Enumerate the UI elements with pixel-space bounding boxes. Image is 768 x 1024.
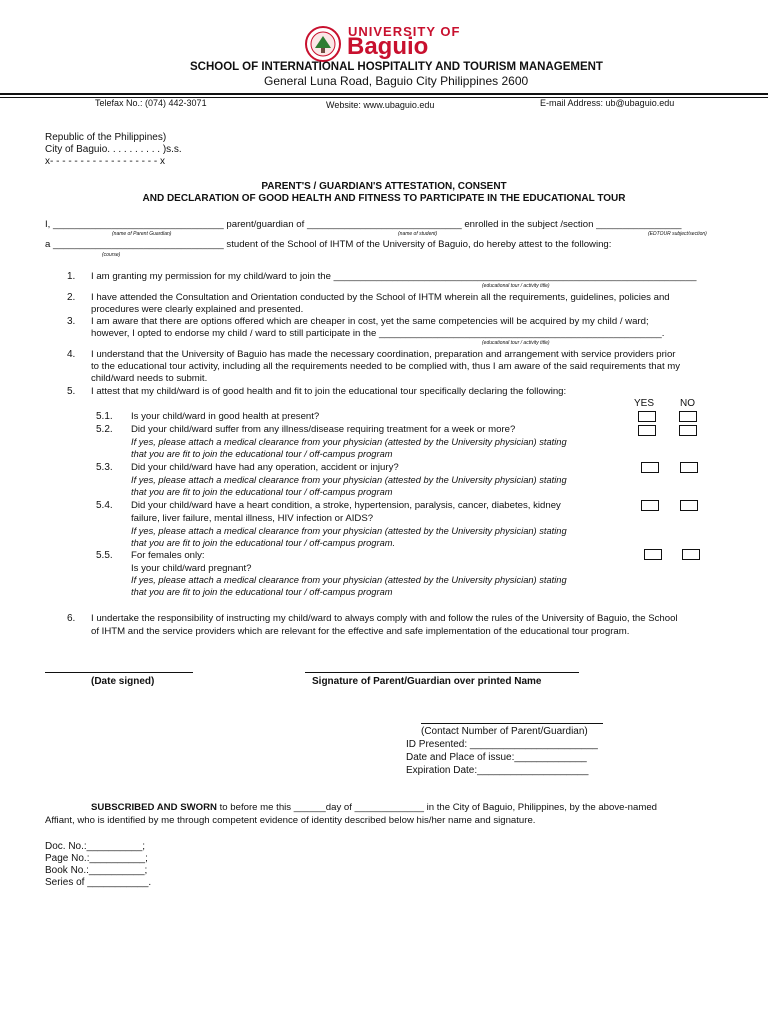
venue-line3: x- - - - - - - - - - - - - - - - - - x — [45, 156, 165, 167]
signature-label: Signature of Parent/Guardian over printed Name — [312, 676, 542, 687]
no-header: NO — [680, 398, 695, 409]
school-name: SCHOOL OF INTERNATIONAL HOSPITALITY AND TOURISM MANAGEMENT — [190, 61, 603, 73]
website: Website: www.ubaguio.edu — [326, 100, 435, 110]
subitem-note: that you are fit to join the educational tour / off-campus program — [131, 587, 393, 597]
subitem-note: that you are fit to join the educational tour / off-campus program — [131, 487, 393, 497]
intro-line2: a ________________________________ student of the School of IHTM of the University of Baguio, do hereby attest to the following: — [45, 239, 612, 250]
subitem-note: that you are fit to join the educational tour / off-campus program — [131, 449, 393, 459]
yes-checkbox-5-4[interactable] — [641, 500, 659, 511]
item-text: to the educational tour activity, including all the requirements needed to be complied with, thus I am aware of the said requirements that my — [91, 361, 681, 372]
email: E-mail Address: ub@ubaguio.edu — [540, 98, 675, 108]
sworn-bold: SUBSCRIBED AND SWORN — [91, 802, 217, 813]
no-checkbox-5-5[interactable] — [682, 549, 700, 560]
yes-checkbox-5-2[interactable] — [638, 425, 656, 436]
item-text: I attest that my child/ward is of good health and fit to join the educational tour specifically declaring the following: — [91, 386, 567, 397]
expiration-field: Expiration Date:____________________ — [406, 765, 589, 776]
item-text: child/ward needs to submit. — [91, 373, 208, 384]
school-address: General Luna Road, Baguio City Philippines 2600 — [264, 74, 529, 88]
venue-line1: Republic of the Philippines) — [45, 132, 167, 143]
page-no-field: Page No.:__________; — [45, 853, 148, 864]
caption-subject: (EDTOUR subject/section) — [648, 231, 707, 237]
yes-checkbox-5-3[interactable] — [641, 462, 659, 473]
series-field: Series of ___________. — [45, 877, 152, 888]
yes-header: YES — [634, 398, 655, 409]
item-number: 6. — [67, 613, 76, 624]
item-text: of IHTM and the service providers which are relevant for the effective and safe implementation of the educational tour program. — [91, 626, 630, 637]
item-text: I have attended the Consultation and Orientation conducted by the School of IHTM wherein all the requirements, guidelines, policies and — [91, 292, 670, 303]
caption-tour-title: (educational tour / activity title) — [482, 283, 550, 289]
id-presented-field: ID Presented: _______________________ — [406, 739, 598, 750]
subitem-number: 5.3. — [96, 462, 113, 473]
item-text: I am aware that there are options offered which are cheaper in cost, yet the same competencies will be acquired by my child / ward; — [91, 316, 649, 327]
contact-label: (Contact Number of Parent/Guardian) — [421, 726, 588, 737]
subitem-number: 5.1. — [96, 411, 113, 422]
subitem-note: If yes, please attach a medical clearance from your physician (attested by the University physician) stating — [131, 475, 567, 485]
signature-line — [305, 672, 579, 673]
no-checkbox-5-4[interactable] — [680, 500, 698, 511]
item-text: I understand that the University of Baguio has made the necessary coordination, preparation and arrangement with service providers prior — [91, 349, 676, 360]
intro-line1: I, ________________________________ parent/guardian of _____________________________ enrolled in the subject /section ________________ — [45, 219, 682, 230]
contact-line — [421, 723, 603, 724]
date-signed-label: (Date signed) — [91, 676, 155, 687]
subitem-question: Did your child/ward have a heart condition, a stroke, hypertension, paralysis, cancer, diabetes, kidney — [131, 500, 561, 511]
subitem-question: Did your child/ward suffer from any illness/disease requiring treatment for a week or more? — [131, 424, 516, 435]
subitem-question: Did your child/ward have had any operation, accident or injury? — [131, 462, 399, 473]
item-number: 3. — [67, 316, 76, 327]
yes-checkbox-5-1[interactable] — [638, 411, 656, 422]
item-text: I undertake the responsibility of instructing my child/ward to always comply with and follow the rules of the University of Baguio, the School — [91, 613, 678, 624]
subitem-question: failure, liver failure, mental illness, HIV infection or AIDS? — [131, 513, 374, 524]
subitem-question: Is your child/ward in good health at present? — [131, 411, 320, 422]
subitem-note: If yes, please attach a medical clearance from your physician (attested by the University physician) stating — [131, 437, 567, 447]
subitem-number: 5.2. — [96, 424, 113, 435]
item-text: however, I opted to endorse my child / ward to still participate in the _____________________________________________________. — [91, 328, 665, 339]
subitem-note: that you are fit to join the educational tour / off-campus program. — [131, 538, 396, 548]
caption-course: (course) — [102, 252, 121, 258]
date-place-field: Date and Place of issue:_____________ — [406, 752, 587, 763]
subitem-number: 5.5. — [96, 550, 113, 561]
telefax: Telefax No.: (074) 442-3071 — [95, 98, 207, 108]
item-text: I am granting my permission for my child/ward to join the ____________________________________________________________________ — [91, 271, 697, 282]
caption-student: (name of student) — [398, 231, 438, 237]
sworn-line2: Affiant, who is identified by me through competent evidence of identity described below his/her name and signature. — [45, 815, 536, 826]
item-text: procedures were clearly explained and presented. — [91, 304, 304, 315]
university-seal-icon — [305, 26, 341, 62]
item-number: 2. — [67, 292, 76, 303]
university-name: Baguio — [347, 33, 429, 60]
no-checkbox-5-2[interactable] — [679, 425, 697, 436]
no-checkbox-5-3[interactable] — [680, 462, 698, 473]
book-no-field: Book No.:__________; — [45, 865, 148, 876]
subitem-note: If yes, please attach a medical clearance from your physician (attested by the University physician) stating — [131, 526, 567, 536]
title-line2: AND DECLARATION OF GOOD HEALTH AND FITNESS TO PARTICIPATE IN THE EDUCATIONAL TOUR — [142, 193, 626, 204]
title-line1: PARENT'S / GUARDIAN'S ATTESTATION, CONSENT — [261, 181, 507, 192]
subitem-question: Is your child/ward pregnant? — [131, 563, 252, 574]
doc-no-field: Doc. No.:__________; — [45, 841, 146, 852]
university-label: UNIVERSITY OF — [348, 24, 461, 39]
venue-line2: City of Baguio. . . . . . . . . . )s.s. — [45, 144, 182, 155]
subitem-number: 5.4. — [96, 500, 113, 511]
header-rule-top — [0, 93, 768, 95]
no-checkbox-5-1[interactable] — [679, 411, 697, 422]
item-number: 5. — [67, 386, 76, 397]
subitem-question: For females only: — [131, 550, 205, 561]
date-signed-line — [45, 672, 193, 673]
yes-checkbox-5-5[interactable] — [644, 549, 662, 560]
subitem-note: If yes, please attach a medical clearance from your physician (attested by the University physician) stating — [131, 575, 567, 585]
sworn-line1 — [91, 802, 657, 813]
caption-parent: (name of Parent Guardian) — [112, 231, 172, 237]
item-number: 1. — [67, 271, 76, 282]
sworn-text: to before me this ______day of _____________ in the City of Baguio, Philippines, by the above-named — [216, 802, 657, 813]
item-number: 4. — [67, 349, 76, 360]
caption-tour-title: (educational tour / activity title) — [482, 340, 550, 346]
